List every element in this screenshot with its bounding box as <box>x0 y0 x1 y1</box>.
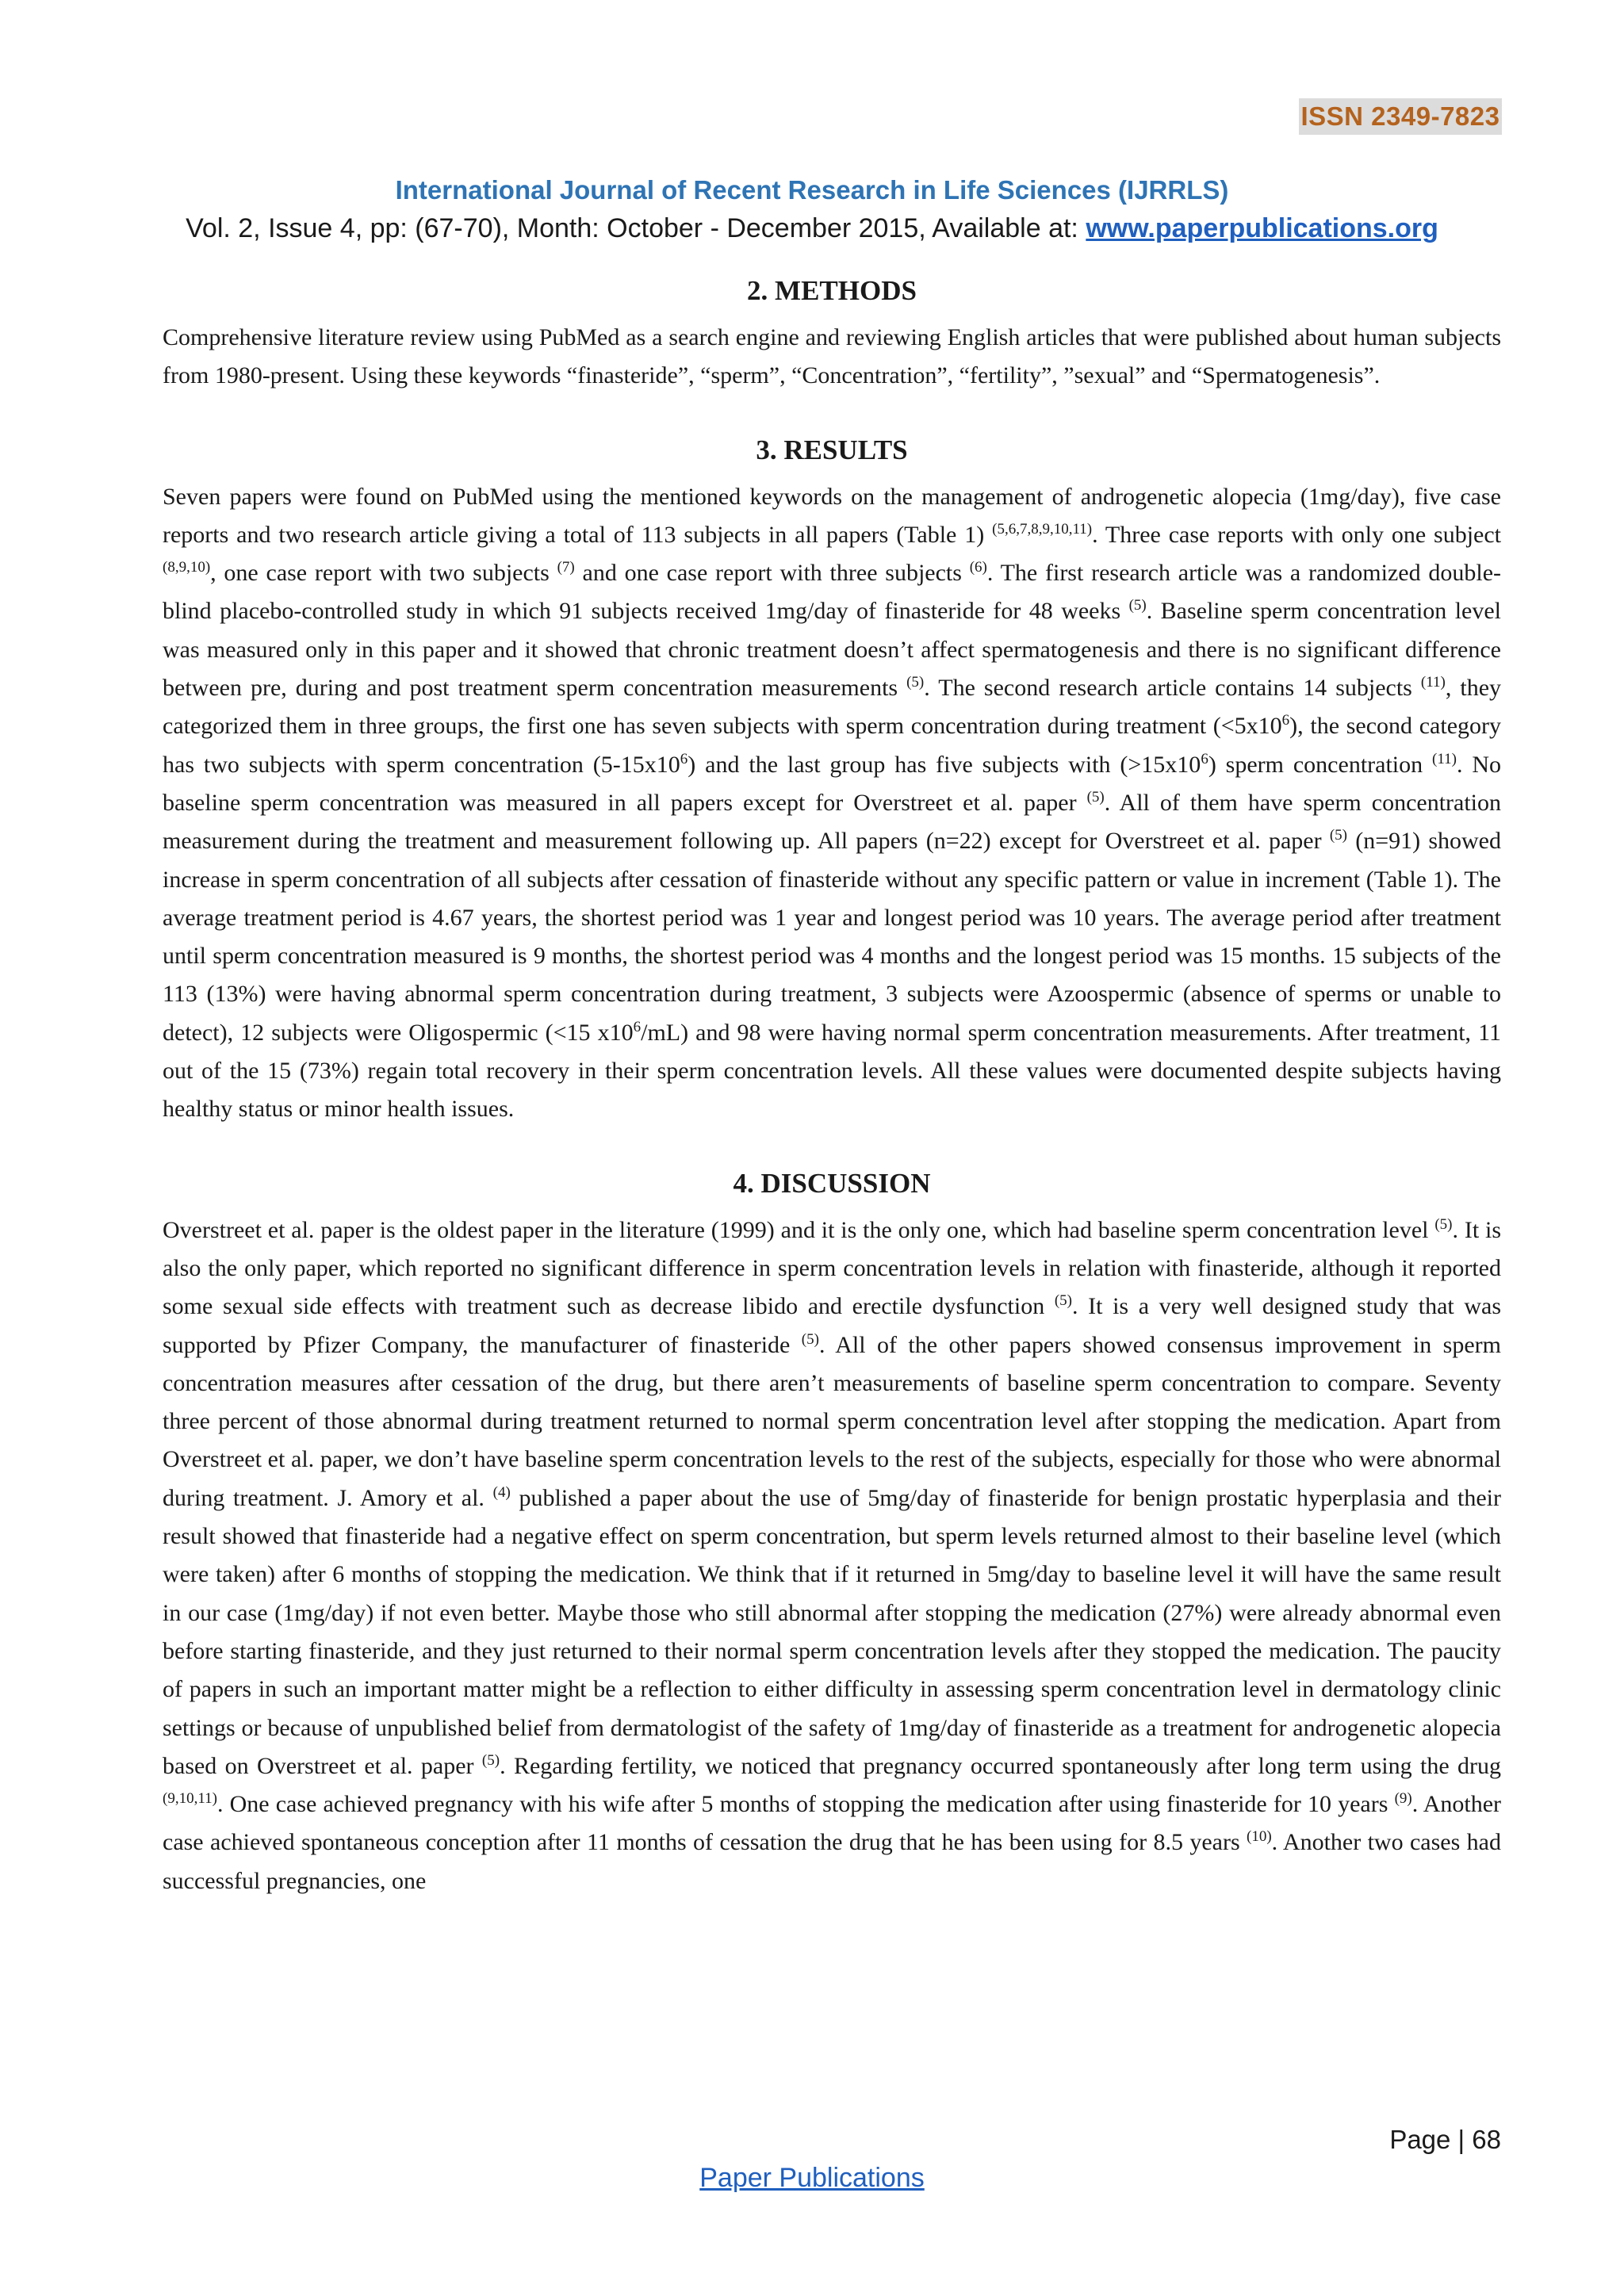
citation-superscript: (11) <box>1420 674 1446 691</box>
text-run: , they categorized them in three groups, the first one has seven subjects with sperm concentration during treatment (<5x10 <box>163 675 1502 740</box>
citation-superscript: (5) <box>906 674 925 691</box>
citation-superscript: (5) <box>1054 1292 1072 1310</box>
citation-superscript: (8,9,10) <box>163 559 211 576</box>
text-run: . It is a very well designed study that was supported by Pfizer Company, the manufacturer of finasteride <box>163 1293 1501 1358</box>
text-run: (n=91) showed increase in sperm concentration of all subjects after cessation of finasteride without any specific pattern or value in increment (Table 1). The average treatment period is 4.67 years, the shortest period was 1 year and longest period was 10 years. The average period after treatment until sperm concentration measured is 9 months, the shortest period was 4 months and the longest period was 15 months. 15 subjects of the 113 (13%) were having abnormal sperm concentration during treatment, 3 subjects were Azoospermic (absence of sperms or unable to detect), 12 subjects were Oligospermic (<15 x10 <box>163 828 1501 1046</box>
text-run: . Another case achieved spontaneous conception after 11 months of cessation the drug that he has been using for 8.5 years <box>163 1791 1502 1856</box>
exponent-superscript: 6 <box>1281 712 1290 729</box>
citation-superscript: (5) <box>481 1751 500 1769</box>
text-run: Overstreet et al. paper is the oldest paper in the literature (1999) and it is the only one, which had baseline sperm concentration level <box>163 1216 1435 1243</box>
citation-superscript: (9) <box>1394 1790 1412 1808</box>
text-run: ) sperm concentration <box>1208 751 1433 778</box>
website-link[interactable]: www.paperpublications.org <box>1086 213 1438 243</box>
citation-superscript: (9,10,11) <box>163 1790 217 1808</box>
exponent-superscript: 6 <box>1201 750 1208 767</box>
text-run: . No baseline sperm concentration was measured in all papers except for Overstreet et al. paper <box>163 751 1502 816</box>
text-run: published a paper about the use of 5mg/day of finasteride for benign prostatic hyperplasia and their result showed that finasteride had a negative effect on sperm concentration, but sperm levels returned almost to their baseline level (which were taken) after 6 months of stopping the medication. We think that if it returned in 5mg/day to baseline level it will have the same result in our case (1mg/day) if not even better. Maybe those who still abnormal after stopping the medication (27%) were already abnormal even before starting finasteride, and they just returned to their normal sperm concentration levels after they stopped the medication. The paucity of papers in such an important matter might be a reflection to either difficulty in assessing sperm concentration level in dermatology clinic settings or because of unpublished belief from dermatologist of the safety of 1mg/day of finasteride as a treatment for androgenetic alopecia based on Overstreet et al. paper <box>163 1484 1501 1779</box>
article-body <box>163 268 1501 1900</box>
journal-title: International Journal of Recent Research in Life Sciences (IJRRLS) <box>395 175 1229 205</box>
discussion-paragraph <box>163 1211 1501 1900</box>
page-number: Page | 68 <box>1389 2125 1501 2154</box>
citation-superscript: (5) <box>1128 597 1147 614</box>
exponent-superscript: 6 <box>680 750 688 767</box>
citation-superscript: (10) <box>1247 1828 1272 1846</box>
text-run: ), the second category has two subjects with sperm concentration (5-15x10 <box>163 713 1501 778</box>
exponent-superscript: 6 <box>633 1018 642 1035</box>
text-run: /mL) and 98 were having normal sperm concentration measurements. After treatment, 11 out of the 15 (73%) regain total recovery in their sperm concentration levels. All these values were documented despite subjects having healthy status or minor health issues. <box>163 1019 1501 1123</box>
citation-superscript: (5) <box>1329 827 1347 844</box>
citation-superscript: (5) <box>1434 1215 1453 1233</box>
citation-superscript: (4) <box>492 1483 511 1501</box>
citation-superscript: (5) <box>1086 788 1105 806</box>
text-run: ) and the last group has five subjects with (>15x10 <box>688 751 1201 778</box>
citation-superscript: (6) <box>969 559 987 576</box>
text-run: . All of them have sperm concentration measurement during the treatment and measurement following up. All papers (n=22) except for Overstreet et al. paper <box>163 789 1502 855</box>
text-run: . All of the other papers showed consensus improvement in sperm concentration measures after cessation of the drug, but there aren’t measurements of baseline sperm concentration to compare. Seventy three percent of those abnormal during treatment returned to normal sperm concentration level after stopping the medication. Apart from Overstreet et al. paper, we don’t have baseline sperm concentration levels to the rest of the subjects, especially for those who were abnormal during treatment. J. Amory et al. <box>163 1331 1501 1511</box>
text-run: . Another two cases had successful pregnancies, one <box>163 1829 1501 1894</box>
results-paragraph <box>163 478 1501 1129</box>
text-run: . The second research article contains 14 subjects <box>924 675 1421 702</box>
citation-superscript: (7) <box>557 559 575 576</box>
methods-paragraph: Comprehensive literature review using PubMed as a search engine and reviewing English articles that were published about human subjects from 1980-present. Using these keywords “finasteride”, “sperm”, “Concentration”, “fertility”, ”sexual” and “Spermatogenesis”. <box>163 324 1501 389</box>
text-run: . One case achieved pregnancy with his wife after 5 months of stopping the medication after using finasteride for 10 years <box>216 1791 1395 1818</box>
journal-volume-info: Vol. 2, Issue 4, pp: (67-70), Month: October - December 2015, Available at: <box>186 213 1086 243</box>
issn-label: ISSN 2349-7823 <box>1299 98 1502 135</box>
text-run: , one case report with two subjects <box>210 560 557 587</box>
methods-heading: 2. METHODS <box>747 275 917 306</box>
text-run: . Regarding fertility, we noticed that pregnancy occurred spontaneously after long term using the drug <box>500 1752 1501 1779</box>
text-run: . Baseline sperm concentration level was measured only in this paper and it showed that chronic treatment doesn’t affect spermatogenesis and there is no significant difference between pre, during and post treatment sperm concentration measurements <box>163 598 1501 702</box>
text-run: . Three case reports with only one subject <box>1092 521 1501 548</box>
text-run: and one case report with three subjects <box>574 560 970 587</box>
publisher-footer-link[interactable]: Paper Publications <box>699 2163 925 2193</box>
text-run: . It is also the only paper, which reported no significant difference in sperm concentration levels in relation with finasteride, although it reported some sexual side effects with treatment such as decrease libido and erectile dysfunction <box>163 1216 1502 1320</box>
results-heading: 3. RESULTS <box>756 434 908 465</box>
citation-superscript: (11) <box>1432 750 1457 767</box>
citation-superscript: (5) <box>801 1330 819 1348</box>
citation-superscript: (5,6,7,8,9,10,11) <box>992 520 1093 538</box>
text-run: . The first research article was a randomized double-blind placebo-controlled study in which 91 subjects received 1mg/day of finasteride for 48 weeks <box>163 560 1501 625</box>
discussion-heading: 4. DISCUSSION <box>733 1167 931 1199</box>
journal-info <box>0 210 1624 247</box>
text-run: Seven papers were found on PubMed using the mentioned keywords on the management of androgenetic alopecia (1mg/day), five case reports and two research article giving a total of 113 subjects in all papers (Table 1) <box>163 483 1501 548</box>
